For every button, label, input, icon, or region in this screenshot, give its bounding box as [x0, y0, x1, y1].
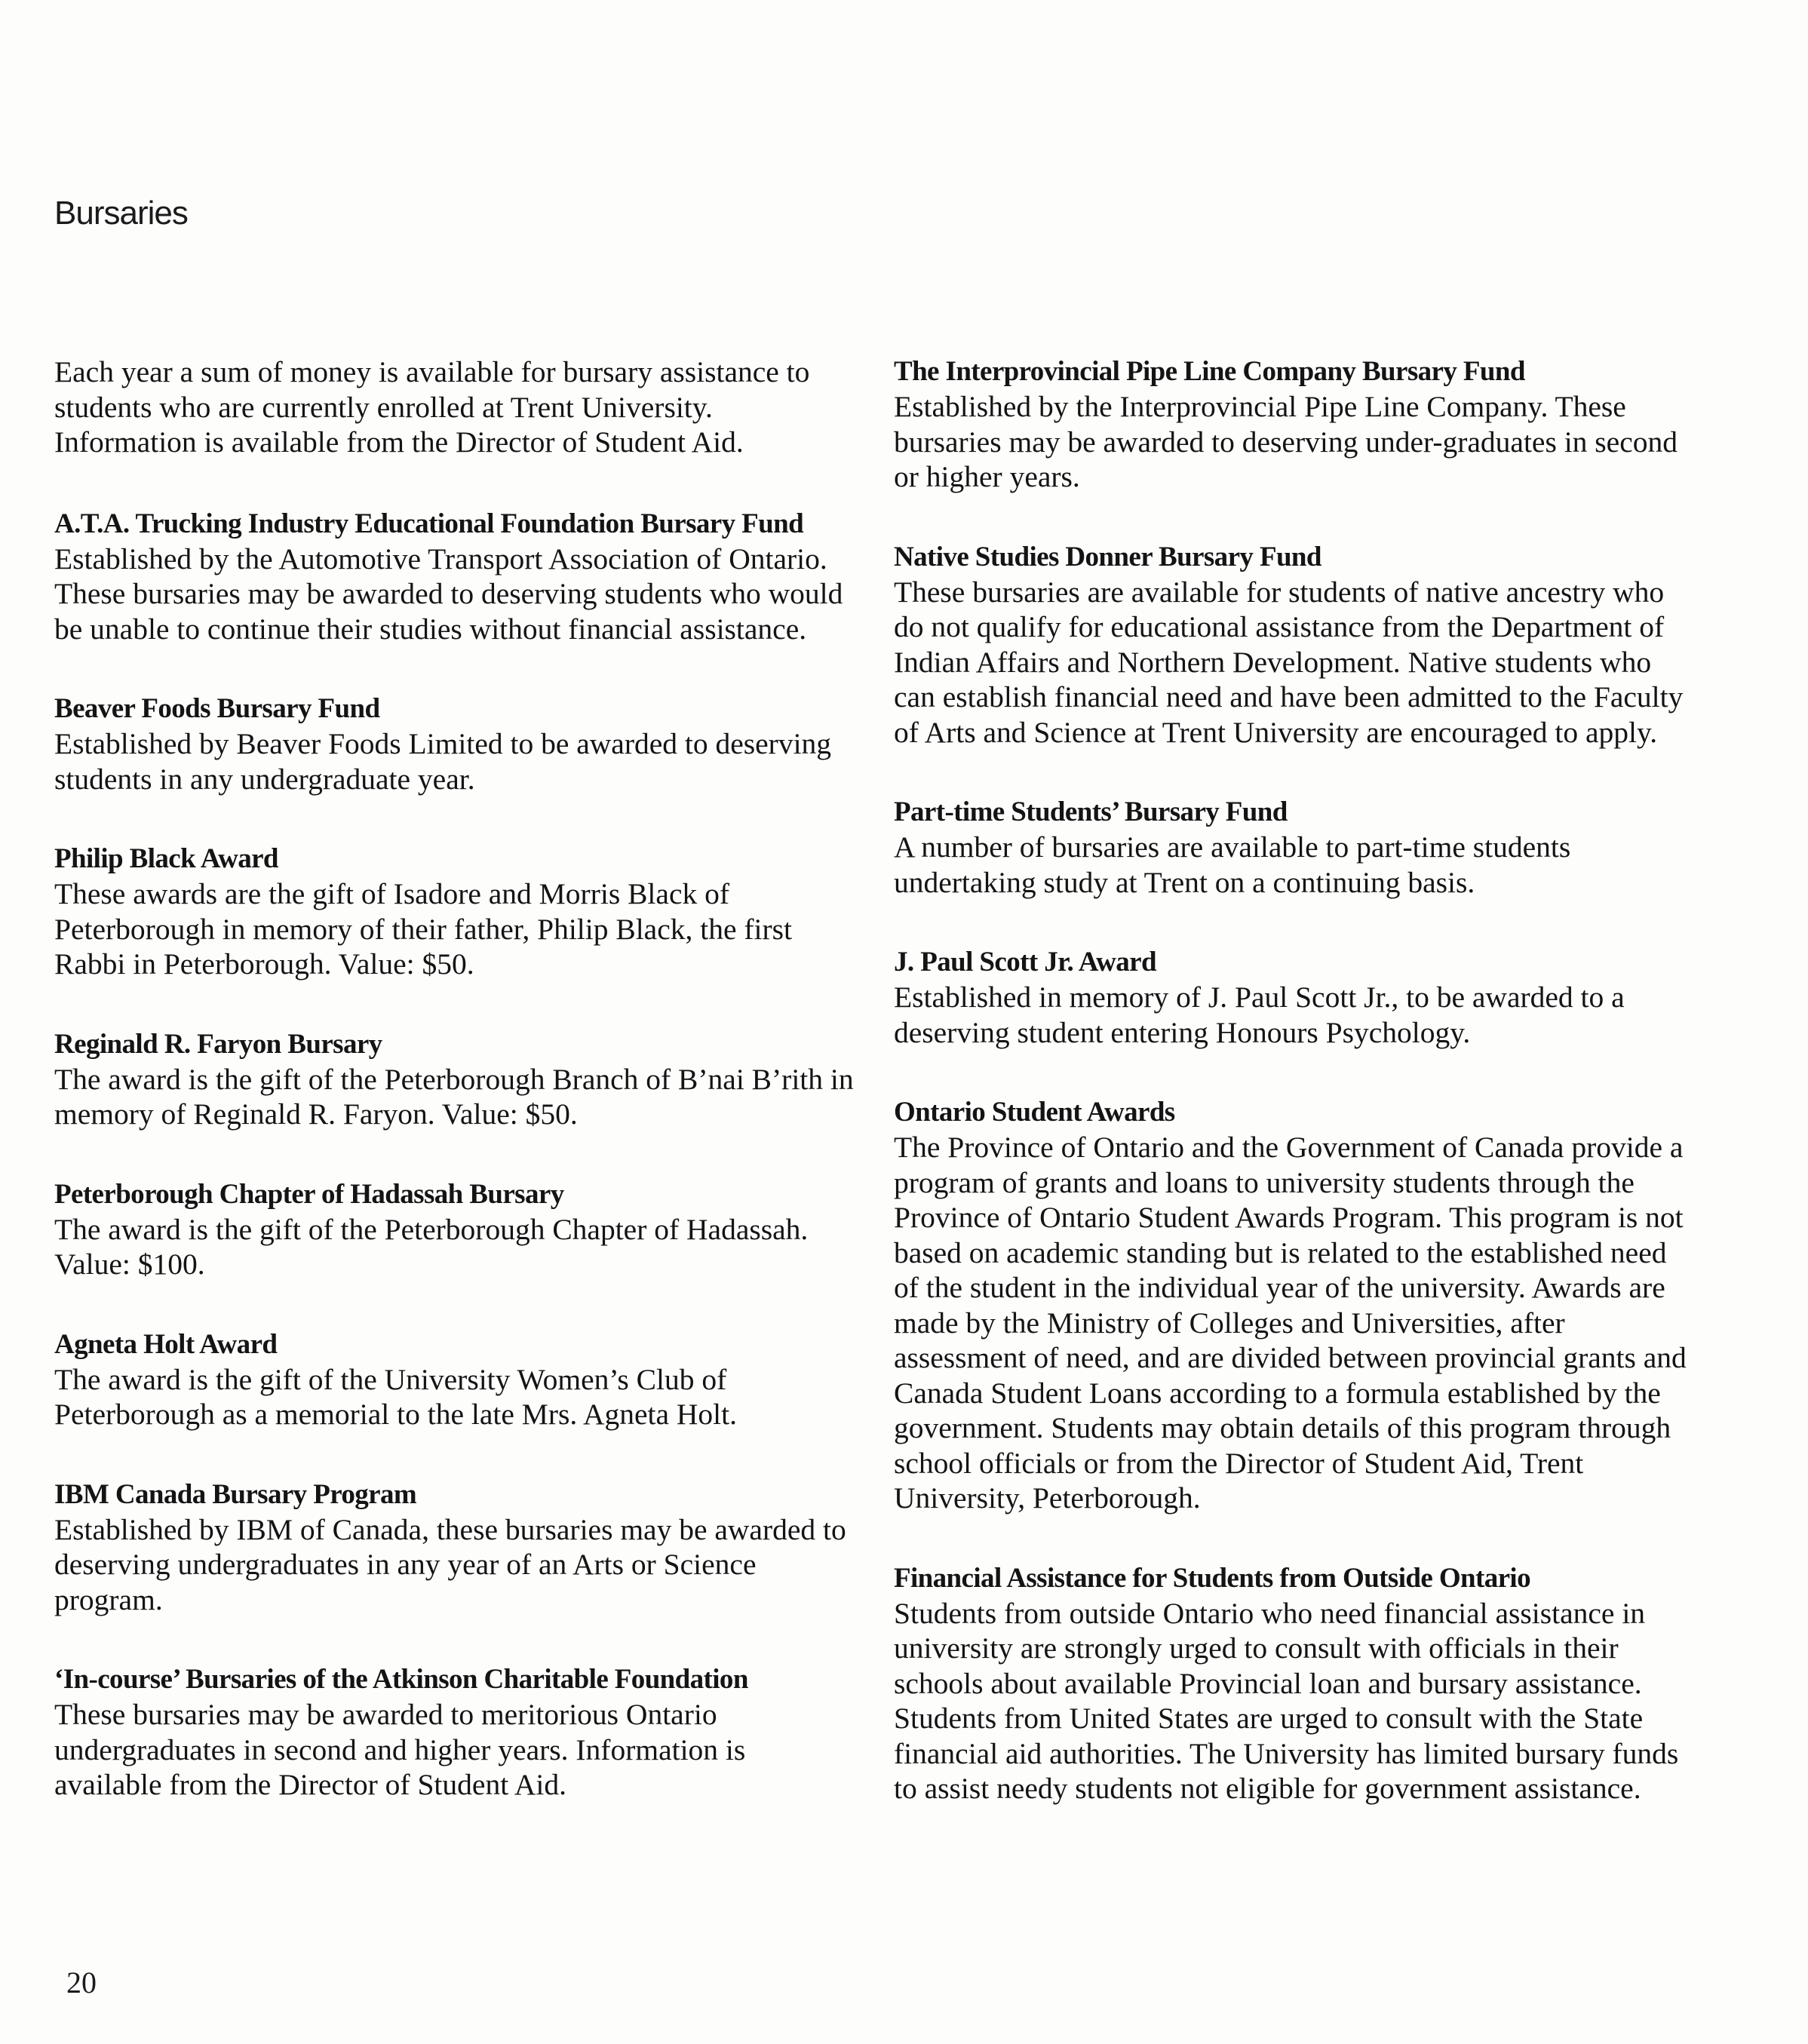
entry-title: Reginald R. Faryon Bursary [54, 1028, 382, 1060]
bursary-entry [54, 1662, 854, 1803]
entry-title: IBM Canada Bursary Program [54, 1478, 417, 1510]
entry-body: The award is the gift of the University Women’s Club of Peterborough as a memorial to the late Mrs. Agneta Holt. [54, 1362, 737, 1431]
entry-body: The award is the gift of the Peterborough Chapter of Hadassah. Value: $100. [54, 1212, 809, 1281]
entry-title: Beaver Foods Bursary Fund [54, 693, 380, 724]
entry-title: ‘In-course’ Bursaries of the Atkinson Charitable Foundation [54, 1664, 748, 1695]
page-title: Bursaries [54, 195, 188, 232]
bursary-entry [894, 354, 1690, 495]
entry-title: The Interprovincial Pipe Line Company Bursary Fund [894, 356, 1525, 387]
right-column [894, 354, 1690, 1852]
entry-body: Established by IBM of Canada, these bursaries may be awarded to deserving undergraduates in any year of an Arts or Science program. [54, 1512, 846, 1616]
entry-body: Established in memory of J. Paul Scott Jr., to be awarded to a deserving student entering Honours Psychology. [894, 981, 1625, 1049]
entry-title: Ontario Student Awards [894, 1097, 1175, 1128]
entry-title: J. Paul Scott Jr. Award [894, 947, 1156, 977]
intro-paragraph: Each year a sum of money is available for bursary assistance to students who are currently enrolled at Trent University. Information is available from the Director of Student Aid. [54, 355, 810, 459]
entry-body: These awards are the gift of Isadore and Morris Black of Peterborough in memory of their father, Philip Black, the first Rabbi in Peterborough. Value: $50. [54, 877, 793, 981]
entry-body: These bursaries may be awarded to meritorious Ontario undergraduates in second and higher years. Information is available from the Director of Student Aid. [54, 1698, 746, 1801]
bursary-entry [894, 540, 1690, 750]
bursary-entry [894, 1561, 1690, 1806]
entry-title: A.T.A. Trucking Industry Educational Foundation Bursary Fund [54, 508, 804, 539]
entry-body: Established by the Interprovincial Pipe Line Company. These bursaries may be awarded to deserving under-graduates in second or higher years. [894, 390, 1678, 493]
entry-title: Native Studies Donner Bursary Fund [894, 541, 1321, 572]
left-column [54, 354, 854, 1848]
entry-title: Peterborough Chapter of Hadassah Bursary [54, 1178, 564, 1210]
entry-title: Financial Assistance for Students from Outside Ontario [894, 1562, 1531, 1594]
entry-title: Part-time Students’ Bursary Fund [894, 796, 1288, 827]
entry-body: The award is the gift of the Peterborough Branch of B’nai B’rith in memory of Reginald R. Faryon. Value: $50. [54, 1062, 854, 1131]
bursary-entry [54, 1327, 854, 1432]
entry-body: Students from outside Ontario who need financial assistance in university are strongly urged to consult with officials in their schools about available Provincial loan and bursary assistance. Students from United States are urged to consult with the State financial aid authorities. The University has limited bursary funds to assist needy students not eligible for government assistance. [894, 1596, 1679, 1805]
bursary-entry [894, 1095, 1690, 1516]
page-number: 20 [66, 1966, 97, 1999]
bursary-entry [894, 795, 1690, 900]
bursary-entry [54, 507, 854, 647]
entry-body: Established by the Automotive Transport Association of Ontario. These bursaries may be awarded to deserving students who would be unable to continue their studies without financial assistance. [54, 542, 843, 646]
bursary-entry [54, 1177, 854, 1282]
entry-body: These bursaries are available for students of native ancestry who do not qualify for educational assistance from the Department of Indian Affairs and Northern Development. Native students who can establish financial need and have been admitted to the Faculty of Arts and Science at Trent University are encouraged to apply. [894, 575, 1684, 749]
entry-body: Established by Beaver Foods Limited to be awarded to deserving students in any undergraduate year. [54, 727, 832, 796]
bursary-entry [894, 945, 1690, 1050]
entry-title: Philip Black Award [54, 843, 278, 874]
entry-body: The Province of Ontario and the Government of Canada provide a program of grants and loans to university students through the Province of Ontario Student Awards Program. This program is not based on academic standing but is related to the established need of the student in the individual year of the university. Awards are made by the Ministry of Colleges and Universities, after assessment of need, and are divided between provincial grants and Canada Student Loans according to a formula established by the government. Students may obtain details of this program through school officials or from the Director of Student Aid, Trent University, Peterborough. [894, 1131, 1687, 1515]
bursary-entry [54, 692, 854, 796]
bursary-entry [54, 1478, 854, 1618]
entry-body: A number of bursaries are available to part-time students undertaking study at Trent on a continuing basis. [894, 830, 1571, 899]
entry-title: Agneta Holt Award [54, 1328, 278, 1360]
bursary-entry [54, 842, 854, 982]
bursary-entry [54, 1027, 854, 1132]
